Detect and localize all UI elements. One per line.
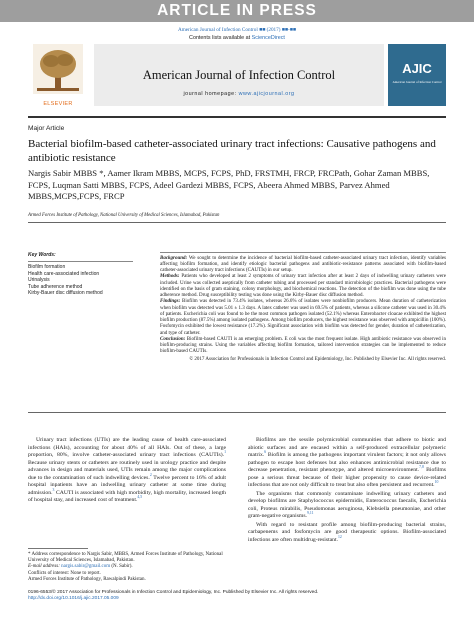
- elsevier-label: ELSEVIER: [43, 101, 73, 107]
- background-label: Background:: [160, 255, 188, 261]
- publication-meta: [28, 590, 448, 602]
- abstract-methods: [160, 274, 446, 299]
- journal-title-band: [94, 44, 384, 106]
- keyword-item: Kirby-Bauer disc diffusion method: [28, 290, 103, 297]
- body-text: Twelve percent to 16% of adult hospital inpatients have an indwelling urinary catheter at some time during admission.: [28, 474, 227, 496]
- cover-subtitle: American Journal of Infection Control: [392, 80, 442, 84]
- footnote-rule: [28, 548, 88, 549]
- reference-link[interactable]: 12: [338, 534, 342, 539]
- conclusion-text: Biofilm-based CAUTI is an emerging problem. E coli was the most frequent isolate. High antibiotic resistance was observed in biofilm-producing strains. Using the variables affecting biofilm formation, tailored intervention strategies can be implemented to reduce biofilm-based CAUTIs.: [160, 336, 446, 355]
- article-title: Bacterial biofilm-based catheter-associated urinary tract infections: Causative pathogens and antibiotic resistance: [28, 138, 436, 164]
- methods-text: Patients who developed at least 2 symptoms of urinary tract infection after at least 2 days of indwelling urinary catheters were included. Urine was collected aseptically from catheter tubing and processed per standard microbiologic practices. Bacterial pathogens were identified on the basis of gram staining, colony morphology, and biochemical reactions. The detection of the biofilm was done using the tube adherence method. Drug susceptibility testing was done using the Kirby-Bauer disc diffusion method.: [160, 274, 446, 298]
- keyword-item: Urinalysis: [28, 277, 50, 284]
- abstract-findings: [160, 299, 446, 337]
- email-suffix: (N. Sabir).: [110, 564, 133, 570]
- sciencedirect-link[interactable]: ScienceDirect: [251, 35, 285, 41]
- keyword-item: Tube adherence method: [28, 283, 83, 290]
- article-in-press-banner: ARTICLE IN PRESS: [0, 0, 474, 22]
- homepage-link[interactable]: www.ajicjournal.org: [238, 91, 295, 97]
- abstract-conclusion: [160, 337, 446, 356]
- footnote-correspondence: * Address correspondence to Nargis Sabir, MBBS, Armed Forces Institute of Pathology, National University of Medical Sciences, Islamabad, Pakistan.: [28, 551, 223, 563]
- body-text: Biofilms pose a serious threat because of their higher propensity to cause device-related infections that are not only difficult to treat but also often persistent and recurrent.: [248, 467, 446, 488]
- doi-link[interactable]: http://dx.doi.org/10.1016/j.ajic.2017.05.009: [28, 596, 119, 602]
- findings-label: Findings:: [160, 299, 181, 305]
- reference-link[interactable]: 6: [264, 450, 267, 455]
- abstract-divider: [28, 412, 446, 413]
- email-label: E-mail address:: [28, 564, 62, 570]
- body-text: Because urinary stents or catheters are routinely used in urology practice and despite advances in design and materials used, UTIs remain among the major complications due to the contamination of such indwelling devices.: [28, 459, 226, 481]
- issn-copyright: 0196-6553/© 2017 Association for Professionals in Infection Control and Epidemiology, Inc. Published by Elsevier Inc. All rights reserved.: [28, 590, 319, 595]
- keyword-item: Health care-associated infection: [28, 270, 100, 277]
- affiliation: Armed Forces Institute of Pathology, National University of Medical Sciences, Islamabad, Pakistan: [28, 213, 220, 218]
- elsevier-tree-icon: [33, 44, 83, 94]
- body-paragraph: [28, 437, 226, 505]
- body-text: With regard to resistant profile among biofilm-producing bacterial strains, carbapenems and fosfomycin are good therapeutic options. Biofilm-associated infections are often multidrug-resistant.: [248, 521, 446, 543]
- abstract-rule: [160, 252, 446, 253]
- footnote-conflicts: Conflicts of interest: None to report.: [28, 570, 101, 576]
- body-text: Biofilm is among the pathogens important virulent factors; it not only allows pathogen to escape host defenses but also enhances antimicrobial resistance due to decrease penetration, resistant phenotype, and altered microenvironment.: [248, 452, 446, 473]
- reference-link[interactable]: 7,8: [419, 465, 424, 470]
- body-paragraph: [248, 491, 446, 521]
- abstract: [160, 252, 446, 363]
- abstract-copyright: © 2017 Association for Professionals in Infection Control and Epidemiology, Inc. Published by Elsevier Inc. All rights reserved.: [189, 356, 446, 362]
- keyword-item: Biofilm formation: [28, 264, 66, 271]
- contents-prefix: Contents lists available at: [189, 35, 252, 41]
- journal-title: American Journal of Infection Control: [142, 68, 336, 82]
- reference-link[interactable]: 4,5: [137, 495, 143, 500]
- body-text: Urinary tract infections (UTIs) are the leading cause of health care-associated infections (HAIs), accounting for about 40% of all HAIs. Out of these, a large proportion, 80%, involve catheter-associated urinary tract infections (CAUTIs).: [28, 437, 226, 458]
- reference-link[interactable]: 3: [52, 487, 55, 492]
- background-text: We sought to determine the incidence of bacterial biofilm-based catheter-associated urinary tract infection, identify variables affecting biofilm formation, and identify etiologic bacterial pathogens and antibiotic-resistance patterns associated with biofilm-based catheter-associated urinary tract infections (CAUTIs) in our setup.: [160, 255, 446, 273]
- body-paragraph: [248, 437, 446, 490]
- article-type: Major Article: [28, 125, 65, 132]
- journal-cover-thumbnail[interactable]: [388, 44, 446, 106]
- body-text: The organisms that commonly contaminate indwelling urinary catheters and develop biofilms are Staphylococcus epidermidis, Enterococcus faecalis, Escherichia coli, Proteus mirabilis, Pseudomonas aeruginosa, Klebsiella pneumoniae, and other gram-negative organisms.: [248, 490, 446, 519]
- journal-citation[interactable]: American Journal of Infection Control ■■ (2017) ■■-■■: [177, 27, 297, 33]
- findings-text: Biofilm was detected in 73.4% isolates, whereas 26.6% of isolates were nonbiofilm producers. Mean duration of catheterization when biofilm was detected was 5.01 ± 1.3 days. A latex catheter was used in 69.5% of patients, whereas a silicone catheter was used in 30.4% of patients. Escherichia coli was found to be the most common pathogen isolated (52.1%) whereas Enterobacter cloacae exhibited the highest biofilm production (87.5%) among isolated pathogens. Among biofilm producers, the highest resistance was observed with ampicillin (100%). Fosfomycin exhibited the lowest resistance (17.2%). Significant association with biofilm was detected for gender, duration of catheterization, and type of catheter.: [160, 299, 446, 336]
- reference-link[interactable]: 1: [224, 450, 226, 455]
- body-paragraph: [248, 522, 446, 545]
- footnotes: [28, 548, 226, 584]
- abstract-background: [160, 256, 446, 275]
- contents-line: [28, 35, 446, 41]
- conclusion-label: Conclusion:: [160, 336, 186, 342]
- header-divider: [28, 116, 446, 118]
- journal-homepage: [94, 91, 384, 97]
- homepage-label: journal homepage:: [183, 91, 239, 97]
- reference-link[interactable]: 2: [149, 472, 152, 477]
- body-text: Biofilms are the sessile polymicrobial communities that adhere to biotic and abiotic surfaces and are encased within a self-produced extracellular polymeric matrix.: [248, 437, 446, 458]
- journal-header: [28, 35, 446, 115]
- email-link[interactable]: nargis.sabir@gmail.com: [61, 564, 111, 570]
- keywords-heading: Key Words:: [28, 252, 56, 258]
- body-right-column: [248, 437, 446, 545]
- elsevier-logo[interactable]: [28, 44, 88, 106]
- body-text: CAUTI is associated with high morbidity, high mortality, increased length of hospital stay, and increased cost of treatment.: [28, 489, 226, 503]
- title-divider: [28, 222, 446, 223]
- cover-title: AJIC: [402, 61, 432, 76]
- methods-label: Methods:: [160, 274, 180, 280]
- keywords-rule: [28, 261, 133, 262]
- author-list: Nargis Sabir MBBS *, Aamer Ikram MBBS, MCPS, FCPS, PhD, FRSTMH, FRCP, FRCPath, Gohar Zaman MBBS, FCPS, Luqman Satti MBBS, FCPS, Adeel Gardezi MBBS, FCPS, Abeera Ahmed MBBS, Parvez Ahmed MBBS,MCPS,FCPS, FRCP: [28, 168, 430, 202]
- reference-link[interactable]: 10: [434, 480, 439, 485]
- footnote-institution: Armed Forces Institute of Pathology, Rawalpindi Pakistan.: [28, 577, 146, 583]
- reference-link[interactable]: 9,11: [306, 511, 314, 516]
- keywords-panel: [28, 252, 148, 297]
- body-left-column: [28, 437, 226, 506]
